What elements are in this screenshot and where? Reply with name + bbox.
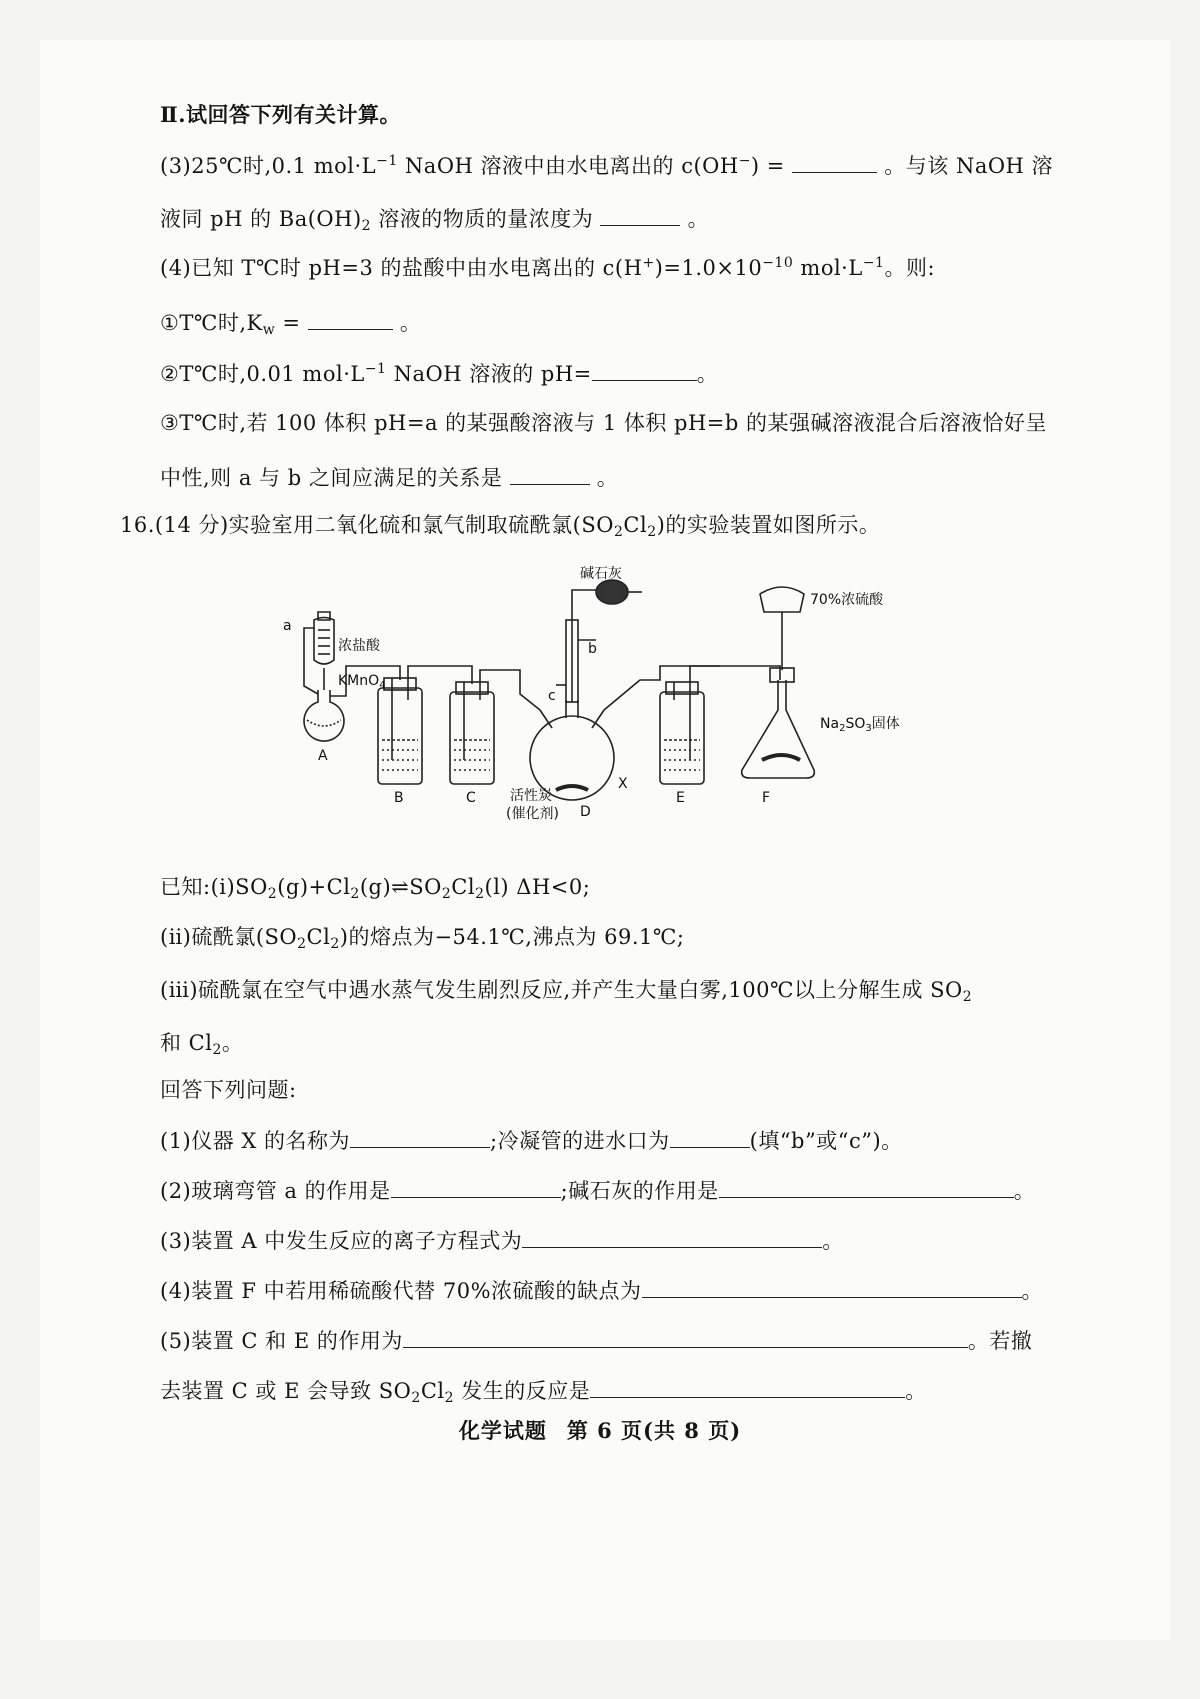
apparatus-a-funnel bbox=[304, 612, 334, 694]
label-catalyst: (催化剂) bbox=[506, 806, 559, 822]
label-D: D bbox=[580, 804, 591, 820]
answer-blank[interactable] bbox=[642, 1275, 1022, 1298]
page-footer bbox=[0, 1415, 1200, 1445]
apparatus-b-bottle bbox=[378, 666, 472, 784]
q4-sub3-line2: 中性,则 a 与 b 之间应满足的关系是 。 bbox=[160, 462, 618, 493]
answer-blank[interactable] bbox=[590, 1375, 905, 1398]
footer-page-number: 第 6 页(共 8 页) bbox=[566, 1418, 742, 1443]
label-C: C bbox=[466, 790, 476, 806]
answer-heading: 回答下列问题: bbox=[160, 1078, 297, 1102]
known-iii: (ⅲ)硫酰氯在空气中遇水蒸气发生剧烈反应,并产生大量白雾,100℃以上分解生成 $SO_2$ bbox=[160, 978, 973, 1005]
label-na2so3: $Na_2SO_3$固体 bbox=[820, 716, 900, 734]
label-F: F bbox=[762, 790, 771, 806]
label-a: a bbox=[283, 618, 292, 634]
question-3: (3)装置 A 中发生反应的离子方程式为 。 bbox=[160, 1225, 844, 1256]
q4-sub3-line1: ③T℃时,若 100 体积 pH=a 的某强酸溶液与 1 体积 pH=b 的某强碱溶液混合后溶液恰好呈 bbox=[160, 411, 1048, 435]
answer-blank[interactable] bbox=[350, 1125, 490, 1148]
q4-sub1: ①T℃时$,K_w$ = 。 bbox=[160, 307, 421, 338]
label-X: X bbox=[618, 776, 628, 792]
answer-blank[interactable] bbox=[403, 1325, 968, 1348]
q4-line1: (4)已知 T℃时 pH=3 的盐酸中由水电离出的 $c(H^+)=1.0\times 10^{-10}$ $mol\cdot L^{-1}$。则: bbox=[160, 255, 936, 280]
q16-title: 16.(14 分)实验室用二氧化硫和氯气制取硫酰氯$(SO_2Cl_2)$的实验装置如图所示。 bbox=[120, 513, 881, 540]
answer-blank[interactable] bbox=[592, 358, 697, 381]
footer-subject: 化学试题 bbox=[458, 1418, 547, 1443]
label-b: b bbox=[588, 641, 597, 657]
label-kmno4: KMnO$_4$ bbox=[338, 673, 386, 691]
label-soda-lime: 碱石灰 bbox=[580, 566, 622, 582]
label-E: E bbox=[676, 790, 685, 806]
known-iii-cont: 和 $Cl_2$。 bbox=[160, 1031, 244, 1058]
answer-blank[interactable] bbox=[308, 307, 393, 330]
q3-line1: (3)25℃时,0.1 $mol\cdot L^{-1}$ NaOH 溶液中由水电离出的 c(OH−) = 。与该 NaOH 溶 bbox=[160, 150, 1053, 181]
question-2: (2)玻璃弯管 a 的作用是 ;碱石灰的作用是 。 bbox=[160, 1175, 1035, 1206]
apparatus-c-bottle bbox=[450, 670, 540, 784]
apparatus-diagram bbox=[0, 560, 1200, 840]
answer-blank[interactable] bbox=[600, 203, 680, 226]
label-h2so4: 70%浓硫酸 bbox=[810, 592, 884, 608]
label-A: A bbox=[318, 748, 328, 764]
answer-blank[interactable] bbox=[391, 1175, 561, 1198]
label-conc-hcl: 浓盐酸 bbox=[338, 638, 380, 654]
question-5-line2: 去装置 C 或 E 会导致 $SO_2Cl_2$ 发生的反应是 。 bbox=[160, 1375, 927, 1406]
question-1: (1)仪器 X 的名称为 ;冷凝管的进水口为 (填“b”或“c”)。 bbox=[160, 1125, 903, 1156]
label-activated-carbon: 活性炭 bbox=[510, 788, 552, 804]
question-4: (4)装置 F 中若用稀硫酸代替 70%浓硫酸的缺点为 。 bbox=[160, 1275, 1043, 1306]
answer-blank[interactable] bbox=[510, 462, 590, 485]
section-heading: Ⅱ.试回答下列有关计算。 bbox=[160, 102, 402, 127]
apparatus-e-bottle bbox=[660, 666, 780, 784]
apparatus-d-flask bbox=[530, 580, 720, 800]
q4-sub2: ②T℃时,0.01 $mol\cdot L^{-1}$ NaOH 溶液的 pH= 。 bbox=[160, 358, 718, 389]
apparatus-f-flask bbox=[742, 587, 815, 778]
answer-blank[interactable] bbox=[719, 1175, 1014, 1198]
known-i: 已知$:(ⅰ)SO_2(g)+Cl_2(g)\rightleftharpoons SO_2Cl_2(l)$ ΔH<0; bbox=[160, 875, 591, 902]
q3-line2: 液同 pH 的 $Ba(OH)_2$ 溶液的物质的量浓度为 。 bbox=[160, 203, 709, 234]
known-ii: (ⅱ)硫酰氯$(SO_2Cl_2)$的熔点为−54.1℃,沸点为 69.1℃; bbox=[160, 925, 685, 952]
answer-blank[interactable] bbox=[522, 1225, 822, 1248]
answer-blank[interactable] bbox=[792, 150, 877, 173]
question-5-line1: (5)装置 C 和 E 的作用为 。若撤 bbox=[160, 1325, 1032, 1356]
label-c: c bbox=[548, 688, 556, 704]
answer-blank[interactable] bbox=[670, 1125, 750, 1148]
label-B: B bbox=[394, 790, 404, 806]
